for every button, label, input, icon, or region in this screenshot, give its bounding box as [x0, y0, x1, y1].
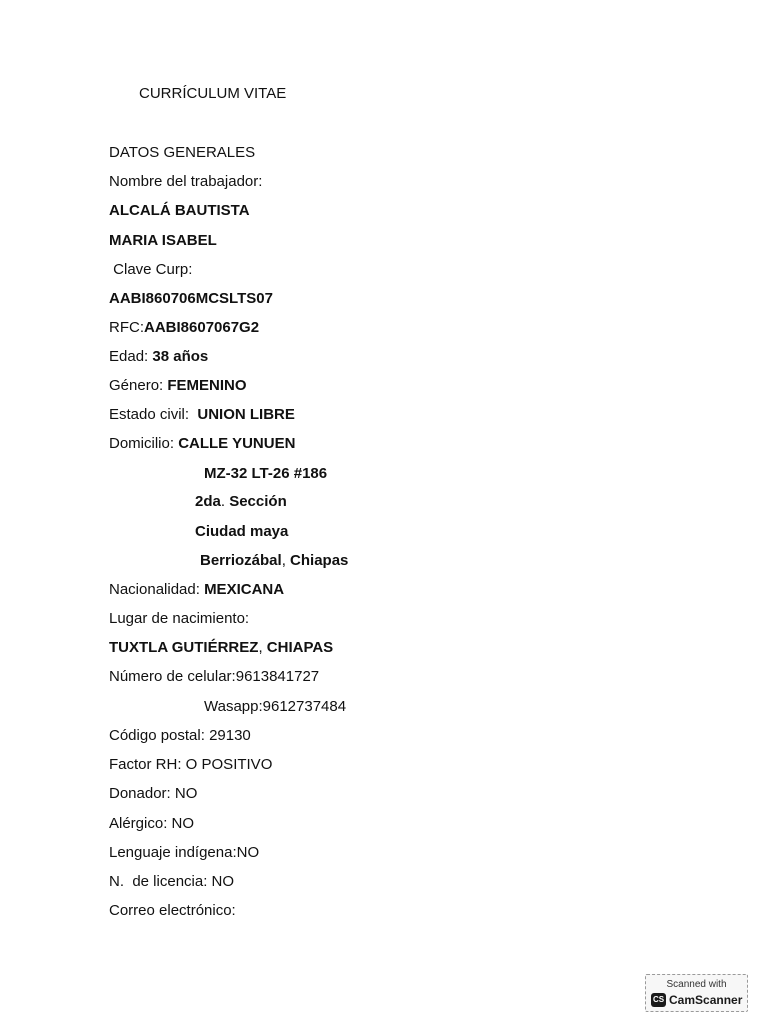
wasapp-row: Wasapp:9612737484	[204, 698, 347, 715]
domicilio-line3-word: Sección	[229, 493, 287, 510]
genero-value: FEMENINO	[167, 377, 247, 394]
nacionalidad-label: Nacionalidad:	[109, 581, 205, 598]
domicilio-line5-sep: ,	[281, 552, 291, 569]
nombre-label: Nombre del trabajador:	[109, 173, 263, 190]
celular-row: Número de celular:9613841727	[109, 668, 320, 685]
domicilio-state: Chiapas	[290, 552, 349, 569]
genero-label: Género:	[109, 377, 168, 394]
curp-label: Clave Curp:	[109, 261, 193, 278]
domicilio-line5	[200, 552, 348, 570]
alergico-row: Alérgico: NO	[109, 815, 195, 832]
nombres-value: MARIA ISABEL	[109, 232, 217, 249]
factor-rh-row: Factor RH: O POSITIVO	[109, 756, 273, 773]
estado-civil-row	[109, 406, 295, 424]
genero-row	[109, 377, 247, 395]
domicilio-line3	[195, 493, 287, 511]
estado-civil-label: Estado civil:	[109, 406, 198, 423]
camscanner-watermark	[645, 974, 748, 1012]
codigo-postal-row: Código postal: 29130	[109, 727, 251, 744]
rfc-row	[109, 319, 259, 337]
domicilio-line4: Ciudad maya	[195, 523, 289, 540]
domicilio-line3-number: 2da	[195, 493, 221, 510]
curp-value: AABI860706MCSLTS07	[109, 290, 273, 307]
edad-value: 38 años	[152, 348, 209, 365]
rfc-value: AABI8607067G2	[144, 319, 260, 336]
edad-label: Edad:	[109, 348, 153, 365]
licencia-row: N. de licencia: NO	[109, 873, 235, 890]
nacionalidad-row	[109, 581, 284, 599]
watermark-brand: CamScanner	[669, 993, 743, 1007]
document-title: CURRÍCULUM VITAE	[139, 85, 287, 102]
nacionalidad-value: MEXICANA	[204, 581, 285, 598]
lugar-sep: ,	[258, 639, 267, 656]
camscanner-logo-icon: CS	[651, 993, 666, 1007]
watermark-caption: Scanned with	[666, 979, 727, 990]
lenguaje-row: Lenguaje indígena:NO	[109, 844, 260, 861]
domicilio-line2: MZ-32 LT-26 #186	[204, 465, 328, 482]
lugar-state: CHIAPAS	[266, 639, 334, 656]
donador-row: Donador: NO	[109, 785, 198, 802]
lugar-label: Lugar de nacimiento:	[109, 610, 250, 627]
domicilio-city: Berriozábal	[200, 552, 282, 569]
domicilio-row	[109, 435, 295, 453]
domicilio-line1: CALLE YUNUEN	[178, 435, 296, 452]
correo-row: Correo electrónico:	[109, 902, 236, 919]
lugar-city: TUXTLA GUTIÉRREZ	[109, 639, 259, 656]
apellidos-value: ALCALÁ BAUTISTA	[109, 202, 250, 219]
domicilio-line3-sep: .	[220, 493, 230, 510]
lugar-row	[109, 639, 333, 657]
edad-row	[109, 348, 208, 366]
rfc-label: RFC:	[109, 319, 144, 336]
domicilio-label: Domicilio:	[109, 435, 179, 452]
estado-civil-value: UNION LIBRE	[197, 406, 295, 423]
section-heading: DATOS GENERALES	[109, 144, 256, 161]
